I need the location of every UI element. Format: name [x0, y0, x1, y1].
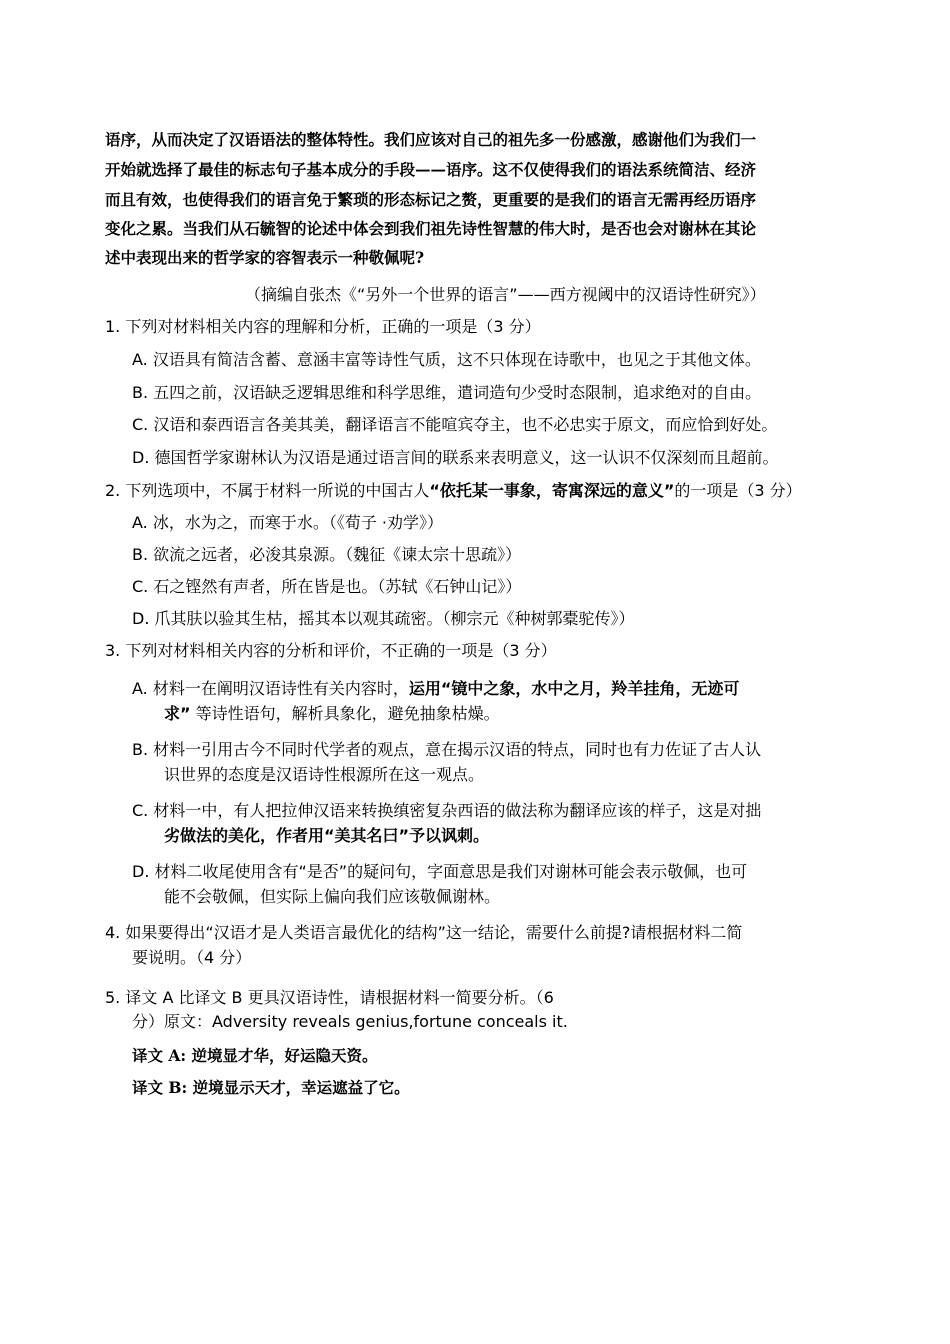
option-c: C. 石之铿然有声者，所在皆是也。（苏轼《石钟山记》） [132, 577, 522, 596]
option-d: D. 材料二收尾使用含有“是否”的疑问句，字面意思是我们对谢林可能会表示敬佩，也可 [132, 862, 748, 881]
question-stem-continued: 要说明。（4 分） [132, 948, 252, 967]
stem-emphasis: “依托某一事象，寄寓深远的意义” [429, 481, 675, 500]
option-a: A. 汉语具有简洁含蓄、意涵丰富等诗性气质，这不只体现在诗歌中，也见之于其他文体。 [132, 350, 761, 369]
option-b-continued: 识世界的态度是汉语诗性根源所在这一观点。 [164, 765, 485, 784]
option-emphasis: 求” [164, 704, 191, 723]
option-a-continued [164, 704, 500, 724]
option-b: B. 欲流之远者，必浚其泉源。（魏征《谏太宗十思疏》） [132, 545, 522, 564]
translation-b: 译文 B: 逆境显示天才，幸运遮益了它。 [132, 1078, 410, 1097]
intro-line: 语序，从而决定了汉语语法的整体特性。我们应该对自己的祖先多一份感激，感谢他们为我们一 [105, 130, 757, 149]
question-stem: 1. 下列对材料相关内容的理解和分析，正确的一项是（3 分） [105, 317, 541, 336]
stem-text: 2. 下列选项中，不属于材料一所说的中国古人 [105, 481, 430, 500]
question-stem: 3. 下列对材料相关内容的分析和评价，不正确的一项是（3 分） [105, 641, 557, 660]
stem-text: 的一项是（3 分） [674, 481, 802, 500]
original-sentence: 分）原文：Adversity reveals genius,fortune conceals it. [132, 1012, 568, 1031]
option-emphasis: 运用“镜中之象，水中之月，羚羊挂角，无迹可 [408, 679, 740, 698]
option-emphasis: 劣做法的美化，作者用“美其名曰”予以讽刺。 [164, 826, 490, 845]
question-stem: 5. 译文 A 比译文 B 更具汉语诗性，请根据材料一简要分析。（6 [105, 988, 554, 1007]
intro-line: 开始就选择了最佳的标志句子基本成分的手段——语序。这不仅使得我们的语法系统简洁、经济 [105, 160, 757, 179]
option-c: C. 汉语和泰西语言各美其美，翻译语言不能喧宾夺主，也不必忠实于原文，而应恰到好处。 [132, 415, 778, 434]
option-d: D. 德国哲学家谢林认为汉语是通过语言间的联系来表明意义，这一认识不仅深刻而且超前。 [132, 448, 779, 467]
intro-line: 而且有效，也使得我们的语言免于繁琐的形态标记之赘，更重要的是我们的语言无需再经历语序 [105, 190, 757, 209]
option-c: C. 材料一中，有人把拉伸汉语来转换缜密复杂西语的做法称为翻译应该的样子，这是对拙 [132, 801, 762, 820]
question-stem: 4. 如果要得出“汉语才是人类语言最优化的结构”这一结论，需要什么前提?请根据材料二简 [105, 923, 743, 942]
translation-a: 译文 A: 逆境显才华，好运隐天资。 [132, 1046, 378, 1065]
option-c-continued [164, 826, 489, 846]
option-d: D. 爪其肤以验其生枯，摇其本以观其疏密。（柳宗元《种树郭橐驼传》） [132, 609, 635, 628]
option-text: 等诗性语句，解析具象化，避免抽象枯燥。 [190, 704, 500, 723]
option-a: A. 冰，水为之，而寒于水。（《荀子 ·劝学》） [132, 513, 444, 532]
question-stem [105, 481, 802, 501]
option-d-continued: 能不会敬佩，但实际上偏向我们应该敬佩谢林。 [164, 887, 501, 906]
intro-line: 述中表现出来的哲学家的容智表示一种敬佩呢? [105, 248, 425, 267]
option-a [132, 679, 739, 699]
option-b: B. 材料一引用古今不同时代学者的观点，意在揭示汉语的特点，同时也有力佐证了古人认 [132, 740, 762, 759]
source-citation: （摘编自张杰《“另外一个世界的语言”——西方视阈中的汉语诗性研究》） [245, 285, 766, 304]
intro-line: 变化之累。当我们从石毓智的论述中体会到我们祖先诗性智慧的伟大时，是否也会对谢林在其论 [105, 219, 757, 238]
option-b: B. 五四之前，汉语缺乏逻辑思维和科学思维，遣词造句少受时态限制，追求绝对的自由。 [132, 383, 762, 402]
option-text: A. 材料一在阐明汉语诗性有关内容时， [132, 679, 409, 698]
